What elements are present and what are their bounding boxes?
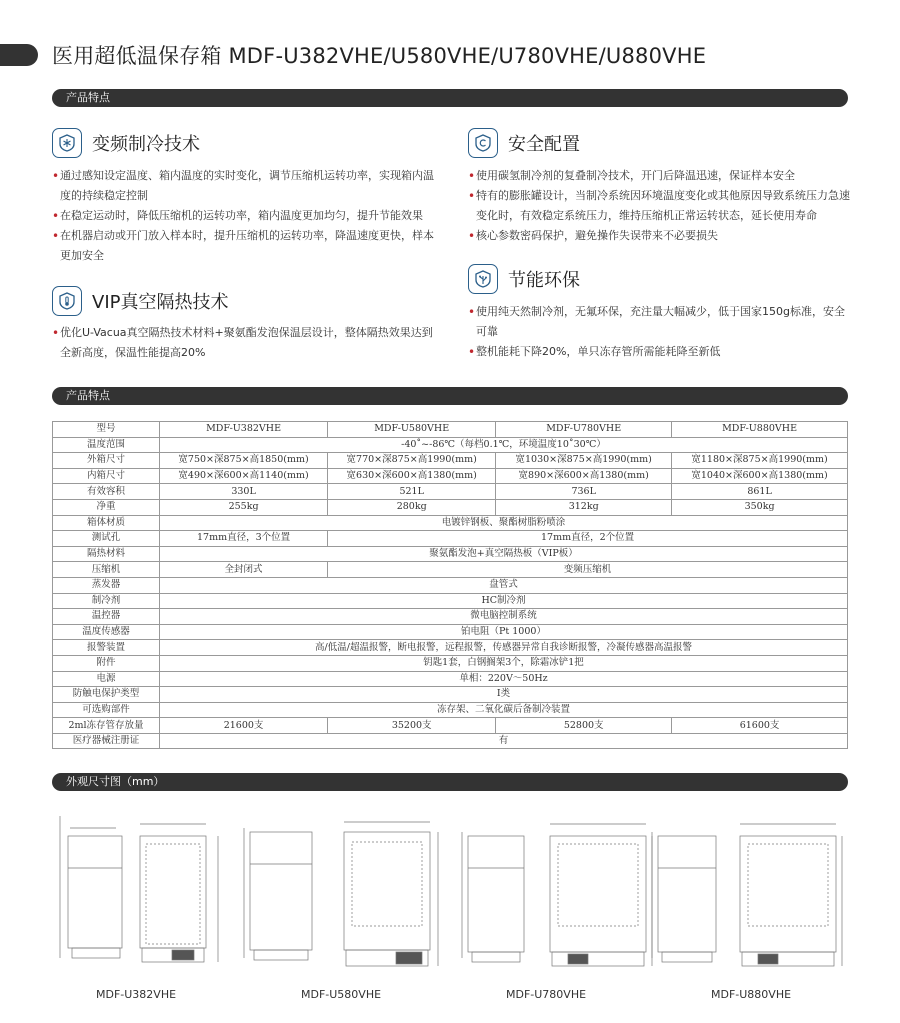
title-accent-bar xyxy=(0,44,38,66)
value-cell: 736L xyxy=(496,484,672,500)
leaf-shield-icon xyxy=(468,264,498,294)
row-label-cell: 可选购部件 xyxy=(53,702,160,718)
feature-inverter-list xyxy=(52,166,442,266)
feature-title: 变频制冷技术 xyxy=(92,134,200,155)
value-cell: 全封闭式 xyxy=(160,562,328,578)
value-cell: 35200支 xyxy=(328,718,496,734)
feature-vip-list xyxy=(52,323,442,363)
list-item: • 通过感知设定温度、箱内温度的实时变化，调节压缩机运转功率，实现箱内温度的持续稳定控制 xyxy=(52,166,442,206)
row-label-cell: 箱体材质 xyxy=(53,515,160,531)
value-cell: 微电脑控制系统 xyxy=(160,609,848,625)
list-item: • 使用纯天然制冷剂，无氟环保，充注量大幅减少，低于国家150g标准，安全可靠 xyxy=(468,302,852,342)
feature-title: 节能环保 xyxy=(508,270,580,291)
table-row xyxy=(53,484,848,500)
dimension-drawing-u880 xyxy=(648,808,846,976)
value-cell: 宽1030×深875×高1990(mm) xyxy=(496,453,672,469)
row-label-cell: 电源 xyxy=(53,671,160,687)
header-label-cell: 型号 xyxy=(53,422,160,438)
value-cell: 高/低温/超温报警，断电报警，远程报警，传感器异常自我诊断报警，冷凝传感器高温报警 xyxy=(160,640,848,656)
table-row xyxy=(53,562,848,578)
table-row xyxy=(53,437,848,453)
value-cell: 255kg xyxy=(160,499,328,515)
value-cell: 61600支 xyxy=(672,718,848,734)
value-cell: 盘管式 xyxy=(160,577,848,593)
row-label-cell: 有效容积 xyxy=(53,484,160,500)
section-header-features: 产品特点 xyxy=(52,89,848,107)
value-cell: 电镀锌钢板、聚酯树脂粉喷涂 xyxy=(160,515,848,531)
value-cell: 宽1180×深875×高1990(mm) xyxy=(672,453,848,469)
value-cell: 521L xyxy=(328,484,496,500)
row-label-cell: 隔热材料 xyxy=(53,546,160,562)
feature-eco xyxy=(468,264,848,298)
row-label-cell: 外箱尺寸 xyxy=(53,453,160,469)
row-label-cell: 温控器 xyxy=(53,609,160,625)
value-cell: 宽630×深600×高1380(mm) xyxy=(328,468,496,484)
header-model-cell: MDF-U382VHE xyxy=(160,422,328,438)
row-label-cell: 蒸发器 xyxy=(53,577,160,593)
list-item: • 在机器启动或开门放入样本时，提升压缩机的运转功率，降温速度更快，样本更加安全 xyxy=(52,226,442,266)
table-header-row xyxy=(53,422,848,438)
header-model-cell: MDF-U780VHE xyxy=(496,422,672,438)
table-row xyxy=(53,515,848,531)
list-item: • 特有的膨胀罐设计，当制冷系统因环境温度变化或其他原因导致系统压力急速变化时，有效稳定系统压力，维持压缩机正常运转状态，延长使用寿命 xyxy=(468,186,852,226)
table-row xyxy=(53,593,848,609)
drawing-label-u580: MDF-U580VHE xyxy=(301,988,382,1001)
row-label-cell: 防触电保护类型 xyxy=(53,687,160,703)
header-model-cell: MDF-U580VHE xyxy=(328,422,496,438)
value-cell: 350kg xyxy=(672,499,848,515)
page-title: 医用超低温保存箱 MDF-U382VHE/U580VHE/U780VHE/U880VHE xyxy=(52,44,707,68)
section-header-specs: 产品特点 xyxy=(52,387,848,405)
value-cell: 有 xyxy=(160,733,848,749)
value-cell: 52800支 xyxy=(496,718,672,734)
value-cell: HC制冷剂 xyxy=(160,593,848,609)
value-cell: 330L xyxy=(160,484,328,500)
feature-eco-list xyxy=(468,302,852,362)
row-label-cell: 制冷剂 xyxy=(53,593,160,609)
table-row xyxy=(53,546,848,562)
value-cell: 312kg xyxy=(496,499,672,515)
value-cell: 单相：220V～50Hz xyxy=(160,671,848,687)
row-label-cell: 内箱尺寸 xyxy=(53,468,160,484)
table-row xyxy=(53,453,848,469)
value-cell: 861L xyxy=(672,484,848,500)
table-row xyxy=(53,718,848,734)
value-cell: 铂电阻（Pt 1000） xyxy=(160,624,848,640)
value-cell: 21600支 xyxy=(160,718,328,734)
value-cell: 宽490×深600×高1140(mm) xyxy=(160,468,328,484)
table-row xyxy=(53,577,848,593)
value-cell: 变频压缩机 xyxy=(328,562,848,578)
value-cell: 钥匙1套，白钢搁架3个，除霜冰铲1把 xyxy=(160,655,848,671)
value-cell: I类 xyxy=(160,687,848,703)
feature-title: 安全配置 xyxy=(508,134,580,155)
value-cell: 聚氨酯发泡+真空隔热板（VIP板） xyxy=(160,546,848,562)
table-row xyxy=(53,655,848,671)
table-row xyxy=(53,702,848,718)
feature-title: VIP真空隔热技术 xyxy=(92,292,229,313)
drawing-label-u780: MDF-U780VHE xyxy=(506,988,587,1001)
row-label-cell: 压缩机 xyxy=(53,562,160,578)
table-row xyxy=(53,687,848,703)
value-cell: -40˚~-86℃（每档0.1℃，环境温度10˚30℃） xyxy=(160,437,848,453)
value-cell: 17mm直径，2个位置 xyxy=(328,531,848,547)
dimension-drawing-u580 xyxy=(240,808,445,976)
row-label-cell: 测试孔 xyxy=(53,531,160,547)
row-label-cell: 医疗器械注册证 xyxy=(53,733,160,749)
table-row xyxy=(53,531,848,547)
value-cell: 17mm直径，3个位置 xyxy=(160,531,328,547)
section-header-dimensions: 外观尺寸图（mm） xyxy=(52,773,848,791)
list-item: • 核心参数密码保护，避免操作失误带来不必要损失 xyxy=(468,226,852,246)
list-item: • 整机能耗下降20%，单只冻存管所需能耗降至新低 xyxy=(468,342,852,362)
lock-shield-icon xyxy=(468,128,498,158)
value-cell: 宽770×深875×高1990(mm) xyxy=(328,453,496,469)
list-item: • 在稳定运动时，降低压缩机的运转功率，箱内温度更加均匀，提升节能效果 xyxy=(52,206,442,226)
value-cell: 宽890×深600×高1380(mm) xyxy=(496,468,672,484)
table-row xyxy=(53,624,848,640)
list-item: • 使用碳氢制冷剂的复叠制冷技术，开门后降温迅速，保证样本安全 xyxy=(468,166,852,186)
value-cell: 宽1040×深600×高1380(mm) xyxy=(672,468,848,484)
row-label-cell: 温度传感器 xyxy=(53,624,160,640)
feature-vip xyxy=(52,286,452,320)
dimension-drawing-u382 xyxy=(56,808,236,976)
value-cell: 280kg xyxy=(328,499,496,515)
list-item: • 优化U-Vacua真空隔热技术材料+聚氨酯发泡保温层设计，整体隔热效果达到全新高度，保温性能提高20% xyxy=(52,323,442,363)
table-row xyxy=(53,733,848,749)
row-label-cell: 附件 xyxy=(53,655,160,671)
table-row xyxy=(53,609,848,625)
table-row xyxy=(53,640,848,656)
drawing-label-u880: MDF-U880VHE xyxy=(711,988,792,1001)
thermometer-shield-icon xyxy=(52,286,82,316)
row-label-cell: 报警装置 xyxy=(53,640,160,656)
table-row xyxy=(53,468,848,484)
dimension-drawing-u780 xyxy=(458,808,656,976)
feature-safety-list xyxy=(468,166,852,246)
feature-inverter xyxy=(52,128,452,162)
value-cell: 宽750×深875×高1850(mm) xyxy=(160,453,328,469)
row-label-cell: 2ml冻存管存放量 xyxy=(53,718,160,734)
row-label-cell: 温度范围 xyxy=(53,437,160,453)
table-row xyxy=(53,499,848,515)
snowflake-shield-icon xyxy=(52,128,82,158)
header-model-cell: MDF-U880VHE xyxy=(672,422,848,438)
feature-safety xyxy=(468,128,848,162)
row-label-cell: 净重 xyxy=(53,499,160,515)
spec-table xyxy=(52,421,848,749)
value-cell: 冻存架、二氧化碳后备制冷装置 xyxy=(160,702,848,718)
drawing-label-u382: MDF-U382VHE xyxy=(96,988,177,1001)
table-row xyxy=(53,671,848,687)
